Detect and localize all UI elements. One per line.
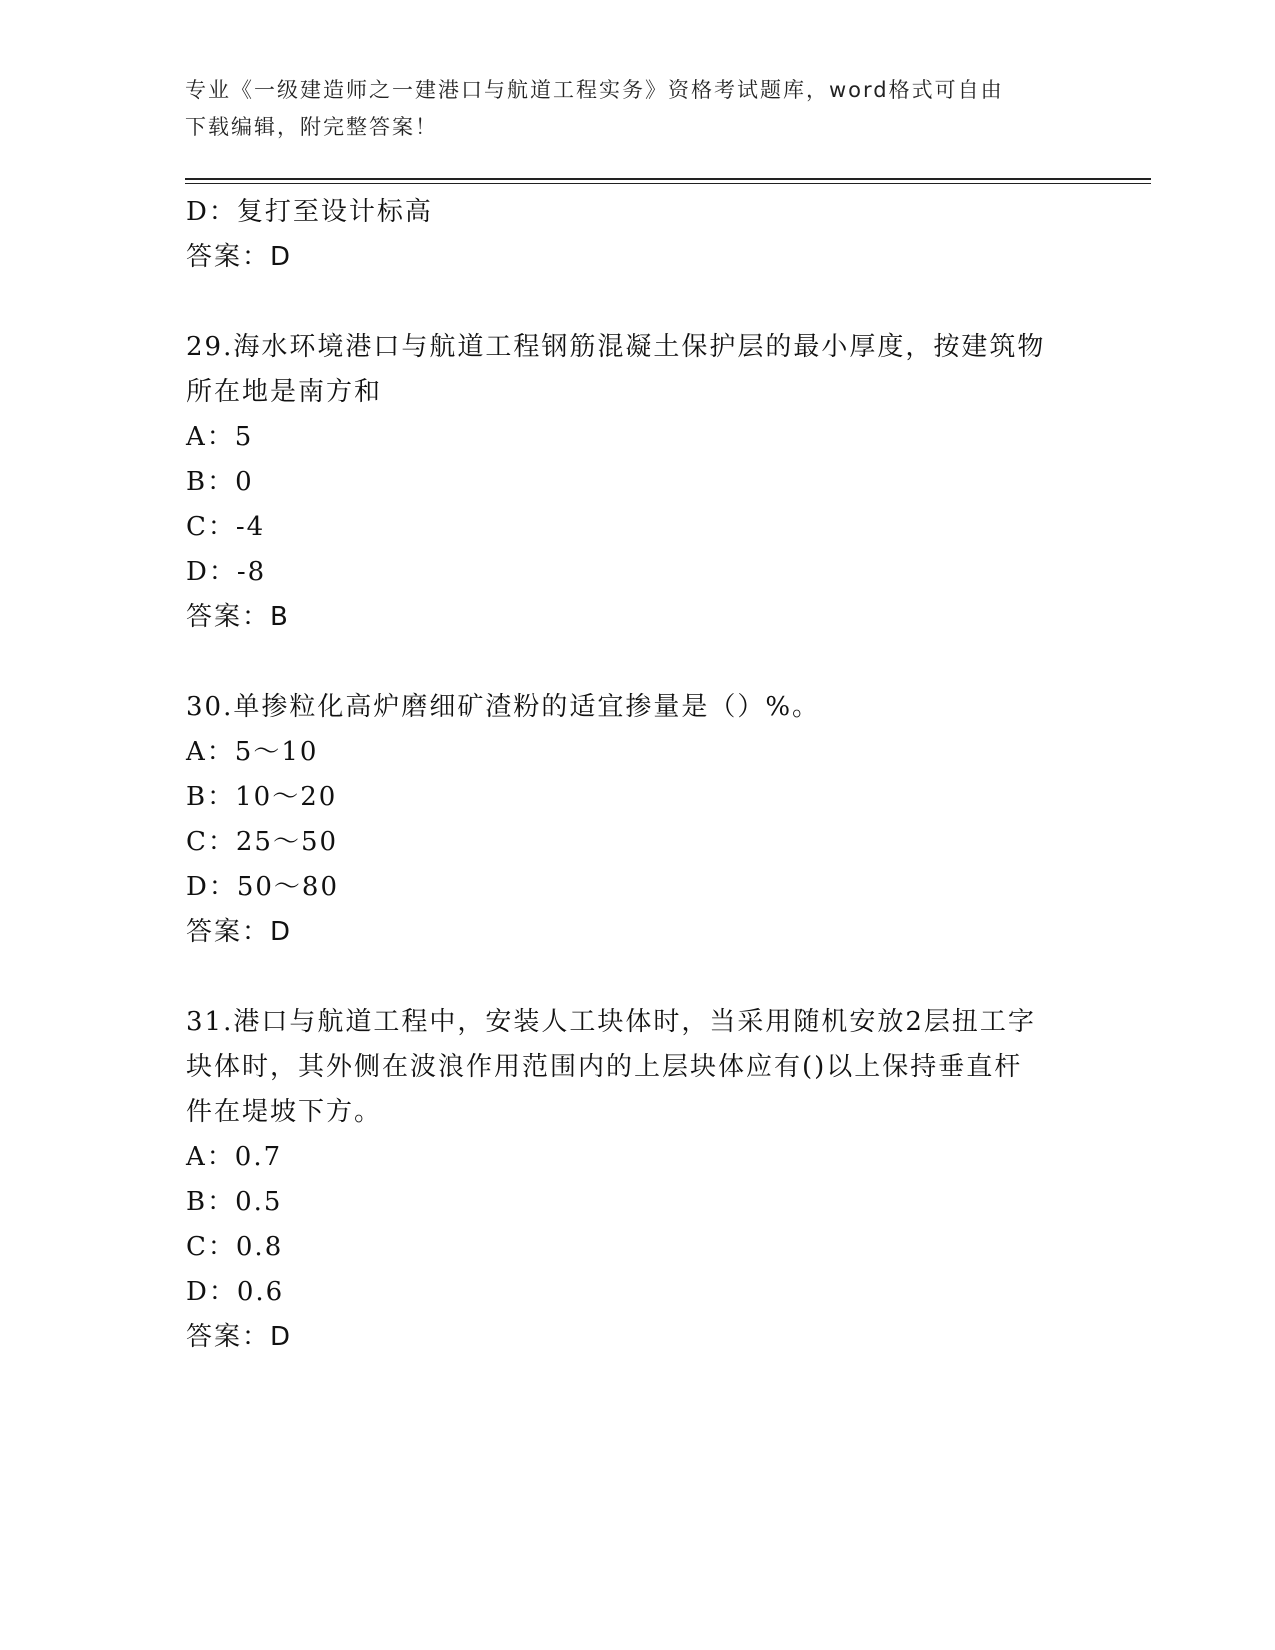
answer-line: 答案：B (186, 602, 290, 632)
answer-line: 答案：D (186, 917, 293, 947)
question-29 (186, 325, 1086, 640)
question-text-line: 30.单掺粒化高炉磨细矿渣粉的适宜掺量是（）%。 (186, 692, 821, 722)
option-d: D：0.6 (186, 1277, 285, 1307)
option-a: A：5 (186, 422, 254, 452)
option-b: B：10～20 (186, 782, 338, 812)
question-text-line: 所在地是南方和 (186, 377, 383, 407)
spacer (186, 955, 1086, 1000)
option-c: C：-4 (186, 512, 266, 542)
answer-line: 答案：D (186, 242, 293, 272)
question-text-line: 件在堤坡下方。 (186, 1097, 383, 1127)
option-d: D：-8 (186, 557, 267, 587)
option-b: B：0 (186, 467, 254, 497)
option-b: B：0.5 (186, 1187, 283, 1217)
question-list (186, 190, 1086, 1360)
header-line-2: 下载编辑，附完整答案！ (185, 115, 438, 139)
option-d: D：50～80 (186, 872, 340, 902)
question-text-line: 29.海水环境港口与航道工程钢筋混凝土保护层的最小厚度，按建筑物 (186, 332, 1046, 362)
question-31 (186, 1000, 1086, 1360)
option-d: D：复打至设计标高 (186, 197, 433, 227)
document-header (185, 72, 1085, 146)
question-text-line: 31.港口与航道工程中，安装人工块体时，当采用随机安放2层扭工字 (186, 1007, 1036, 1037)
option-a: A：0.7 (186, 1142, 283, 1172)
header-line-1: 专业《一级建造师之一建港口与航道工程实务》资格考试题库，word格式可自由 (185, 78, 1004, 102)
answer-line: 答案：D (186, 1322, 293, 1352)
option-c: C：25～50 (186, 827, 339, 857)
option-c: C：0.8 (186, 1232, 284, 1262)
carryover-question (186, 190, 1086, 280)
header-divider-thin (185, 183, 1151, 184)
header-divider-thick (185, 178, 1151, 180)
spacer (186, 640, 1086, 685)
question-text-line: 块体时，其外侧在波浪作用范围内的上层块体应有()以上保持垂直杆 (186, 1052, 1023, 1082)
question-30 (186, 685, 1086, 955)
spacer (186, 280, 1086, 325)
option-a: A：5～10 (186, 737, 319, 767)
